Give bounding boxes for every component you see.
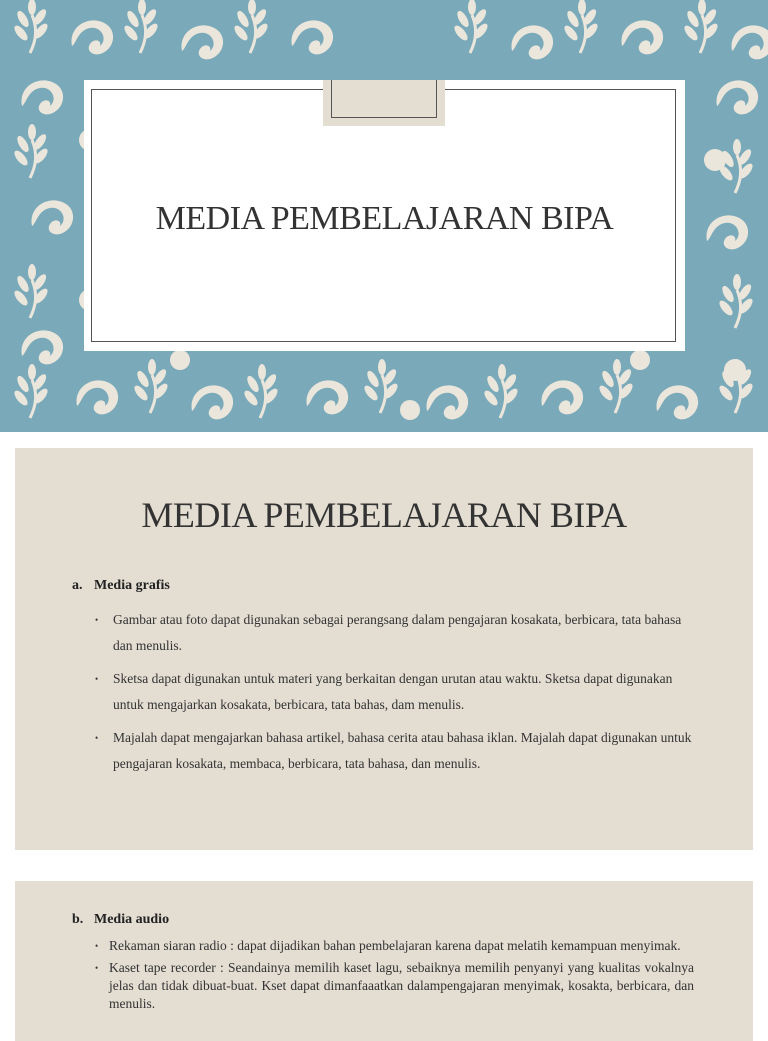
slide-heading: MEDIA PEMBELAJARAN BIPA (141, 495, 627, 535)
section-label: Media audio (94, 912, 170, 927)
list-item-text: Gambar atau foto dapat digunakan sebagai perangsang dalam pengajaran kosakata, berbicara, tata bahasa dan menulis. (113, 612, 682, 653)
section-heading-media-grafis (72, 578, 170, 594)
content-slide-media-audio (15, 881, 753, 1041)
section-marker: a. (72, 578, 83, 593)
bullet-icon: • (95, 733, 99, 743)
content-slide-media-grafis (15, 448, 753, 850)
bullet-icon: • (95, 615, 99, 625)
bullet-list (95, 607, 695, 784)
list-item (95, 666, 695, 718)
title-tab-decoration (323, 80, 445, 126)
section-label: Media grafis (94, 578, 170, 593)
section-marker: b. (72, 912, 84, 927)
bullet-icon: • (95, 963, 99, 973)
title-tab-frame (331, 80, 437, 118)
list-item-text: Kaset tape recorder : Seandainya memilih kaset lagu, sebaiknya memilih penyanyi yang kualitas vokalnya jelas dan tidak dibuat-buat. Kset dapat dimanfaaatkan dalampengajaran menyimak, kosakta, berbicara, dan menulis. (109, 960, 694, 1011)
title-slide (0, 0, 768, 432)
bullet-icon: • (95, 674, 99, 684)
list-item (95, 725, 695, 777)
bullet-list (95, 937, 694, 1017)
list-item-text: Sketsa dapat digunakan untuk materi yang berkaitan dengan urutan atau waktu. Sketsa dapat digunakan untuk mengajarkan kosakata, berbicara, tata bahas, dam menulis. (113, 671, 673, 712)
section-heading-media-audio (72, 912, 169, 928)
list-item (95, 959, 694, 1013)
bullet-icon: • (95, 941, 99, 951)
list-item (95, 937, 694, 955)
slide-title: MEDIA PEMBELAJARAN BIPA (155, 200, 614, 237)
list-item-text: Majalah dapat mengajarkan bahasa artikel, bahasa cerita atau bahasa iklan. Majalah dapat digunakan untuk pengajaran kosakata, membaca, berbicara, tata bahasa, dan menulis. (113, 730, 692, 771)
list-item-text: Rekaman siaran radio : dapat dijadikan bahan pembelajaran karena dapat melatih kemampuan menyimak. (109, 938, 681, 953)
list-item (95, 607, 695, 659)
